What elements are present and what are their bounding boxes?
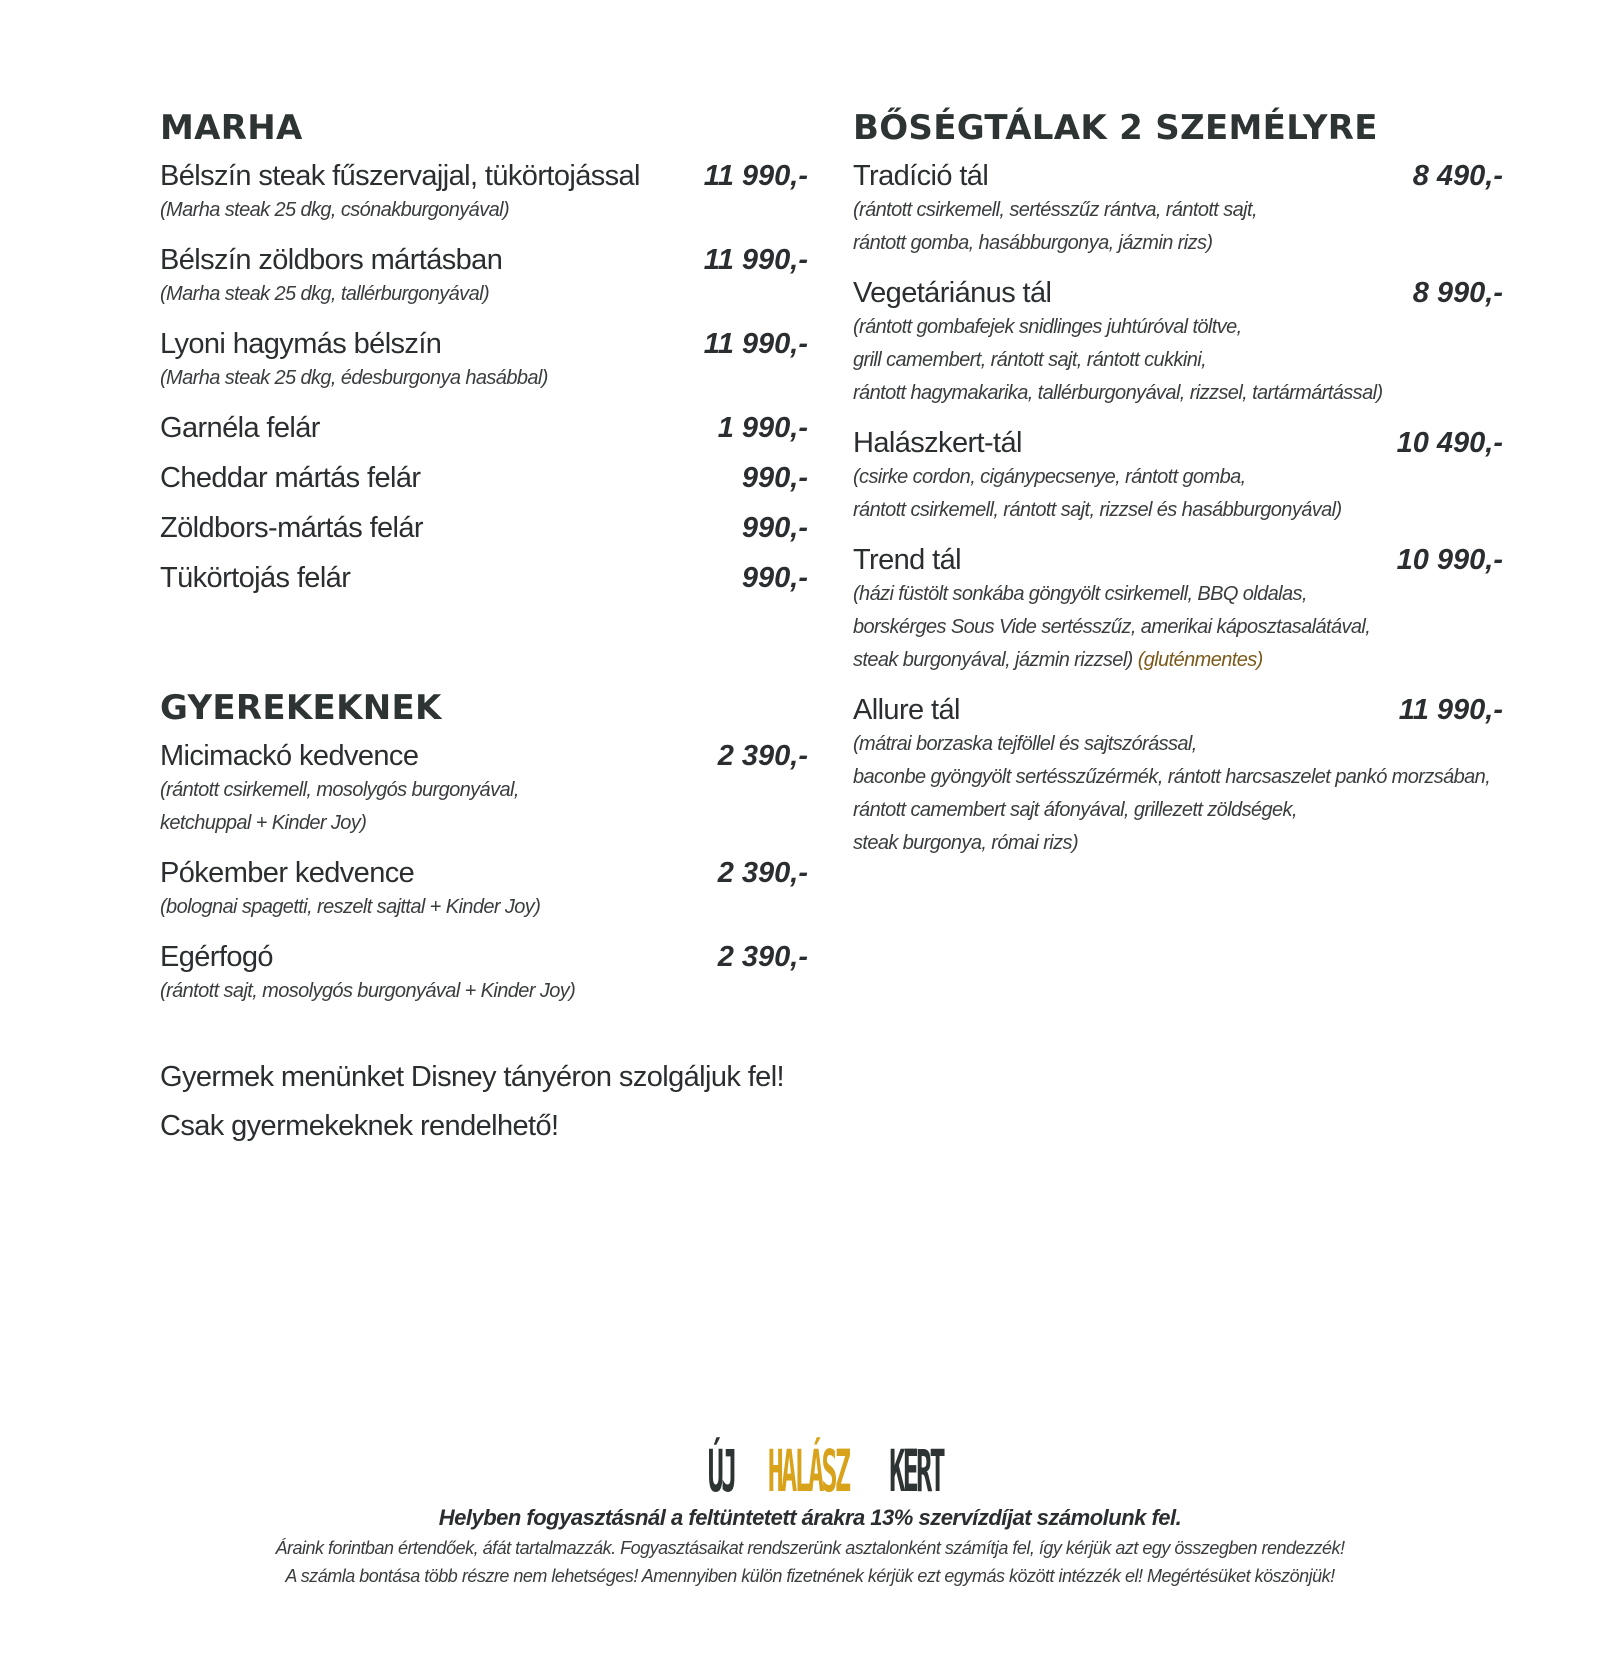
extra-item: [160, 560, 808, 596]
menu-item: [853, 158, 1503, 260]
item-description: (rántott csirkemell, mosolygós burgonyával,: [160, 779, 519, 801]
item-description: (Marha steak 25 dkg, édesburgonya hasábbal): [160, 367, 548, 389]
item-price: 11 990,-: [1398, 694, 1503, 726]
item-name: Trend tál: [853, 544, 961, 576]
section-title-marha: MARHA: [160, 108, 303, 148]
item-name: Halászkert-tál: [853, 427, 1022, 459]
item-name: Lyoni hagymás bélszín: [160, 328, 442, 360]
menu-item: [160, 158, 808, 227]
notice-line: Gyermek menünket Disney tányéron szolgáljuk fel!: [160, 1061, 784, 1093]
gluten-free-tag: (gluténmentes): [1137, 649, 1263, 671]
menu-item: [160, 855, 808, 924]
item-name: Allure tál: [853, 694, 960, 726]
item-description: (rántott gombafejek snidlinges juhtúróval töltve,: [853, 316, 1242, 338]
item-price: 11 990,-: [703, 244, 808, 276]
item-price: 990,-: [741, 462, 808, 494]
item-name: Tükörtojás felár: [160, 562, 351, 594]
item-name: Vegetáriánus tál: [853, 277, 1052, 309]
item-description: rántott camembert sajt áfonyával, grillezett zöldségek,: [853, 799, 1297, 821]
extra-item: [160, 410, 808, 446]
item-price: 2 390,-: [717, 941, 808, 973]
item-price: 8 490,-: [1412, 160, 1503, 192]
item-description: (csirke cordon, cigánypecsenye, rántott gomba,: [853, 466, 1246, 488]
item-description: rántott csirkemell, rántott sajt, rizzsel és hasábburgonyával): [853, 499, 1342, 521]
item-description: [853, 644, 1503, 677]
item-price: 990,-: [741, 562, 808, 594]
item-description: ketchuppal + Kinder Joy): [160, 812, 367, 834]
item-description: (Marha steak 25 dkg, csónakburgonyával): [160, 199, 510, 221]
item-price: 2 390,-: [717, 740, 808, 772]
kids-menu-notice: [160, 1053, 840, 1151]
item-name: Micimackó kedvence: [160, 740, 419, 772]
extra-item: [160, 460, 808, 496]
logo-text-halasz: HALÁSZ: [767, 1437, 849, 1505]
section-title-gyerekeknek: GYEREKEKNEK: [160, 688, 442, 728]
item-price: 1 990,-: [717, 412, 808, 444]
item-name: Tradíció tál: [853, 160, 989, 192]
menu-item: [853, 425, 1503, 527]
item-name: Bélszín zöldbors mártásban: [160, 244, 503, 276]
restaurant-logo: [708, 1432, 944, 1505]
menu-item: [160, 939, 808, 1008]
item-description: (Marha steak 25 dkg, tallérburgonyával): [160, 283, 490, 305]
item-name: Pókember kedvence: [160, 857, 415, 889]
item-name: Garnéla felár: [160, 412, 320, 444]
item-price: 8 990,-: [1412, 277, 1503, 309]
item-name: Cheddar mártás felár: [160, 462, 421, 494]
item-description-text: steak burgonyával, jázmin rizzsel): [853, 649, 1133, 671]
menu-item: [853, 275, 1503, 410]
item-description: steak burgonya, római rizs): [853, 832, 1079, 854]
section-title-bosegtalak: BŐSÉGTÁLAK 2 SZEMÉLYRE: [853, 108, 1378, 148]
menu-item: [160, 242, 808, 311]
item-description: rántott hagymakarika, tallérburgonyával, rizzsel, tartármártással): [853, 382, 1383, 404]
right-column: [853, 108, 1503, 875]
item-price: 11 990,-: [703, 328, 808, 360]
menu-item: [853, 542, 1503, 677]
item-description: (házi füstölt sonkába göngyölt csirkemell, BBQ oldalas,: [853, 583, 1307, 605]
left-column: [160, 108, 808, 1023]
notice-line: Csak gyermekeknek rendelhető!: [160, 1110, 559, 1142]
extra-item: [160, 510, 808, 546]
item-description: (mátrai borzaska tejföllel és sajtszórással,: [853, 733, 1197, 755]
item-description: grill camembert, rántott sajt, rántott cukkini,: [853, 349, 1207, 371]
item-name: Zöldbors-mártás felár: [160, 512, 423, 544]
item-description: borskérges Sous Vide sertésszűz, amerikai káposztasalátával,: [853, 616, 1371, 638]
item-price: 2 390,-: [717, 857, 808, 889]
menu-item: [853, 692, 1503, 860]
footer-note: A számla bontása több részre nem lehetséges! Amennyiben külön fizetnének kérjük ezt egymás között intézzék el! Megértésüket köszönjük!: [285, 1566, 1335, 1586]
item-name: Bélszín steak fűszervajjal, tükörtojással: [160, 160, 640, 192]
item-price: 990,-: [741, 512, 808, 544]
item-description: (bolognai spagetti, reszelt sajttal + Kinder Joy): [160, 896, 541, 918]
item-description: rántott gomba, hasábburgonya, jázmin rizs): [853, 232, 1213, 254]
item-price: 10 490,-: [1396, 427, 1503, 459]
menu-item: [160, 326, 808, 395]
footer-note: Áraink forintban értendőek, áfát tartalmazzák. Fogyasztásaikat rendszerünk asztalonként számítja fel, így kérjük azt egy összegben rendezzék!: [275, 1538, 1345, 1558]
item-name: Egérfogó: [160, 941, 273, 973]
item-description: (rántott csirkemell, sertésszűz rántva, rántott sajt,: [853, 199, 1257, 221]
logo-text-uj: ÚJ: [708, 1437, 736, 1505]
item-price: 10 990,-: [1396, 544, 1503, 576]
item-description: baconbe gyöngyölt sertésszűzérmék, rántott harcsaszelet pankó morzsában,: [853, 766, 1491, 788]
item-description: (rántott sajt, mosolygós burgonyával + Kinder Joy): [160, 980, 576, 1002]
menu-item: [160, 738, 808, 840]
service-charge-notice: Helyben fogyasztásnál a feltüntetett árakra 13% szervízdíjat számolunk fel.: [438, 1505, 1182, 1530]
item-price: 11 990,-: [703, 160, 808, 192]
logo-text-kert: KERT: [889, 1437, 944, 1505]
